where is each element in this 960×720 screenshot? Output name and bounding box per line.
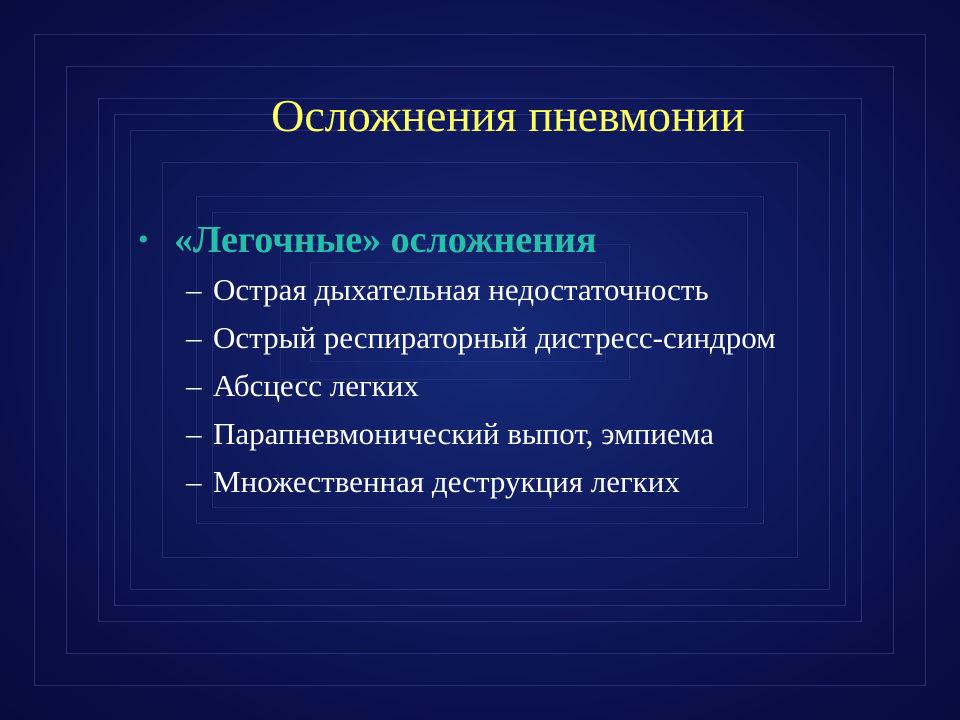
main-bullet: [138, 213, 597, 267]
list-item: [186, 362, 776, 410]
dash-marker: –: [186, 272, 202, 307]
list-item-text: Острый респираторный дистресс-синдром: [213, 320, 776, 355]
dash-marker: –: [186, 416, 202, 451]
list-item: [186, 458, 776, 506]
dash-marker: –: [186, 464, 202, 499]
dash-marker: –: [186, 320, 202, 355]
list-item-text: Острая дыхательная недостаточность: [213, 272, 709, 307]
list-item-text: Парапневмонический выпот, эмпиема: [213, 416, 714, 451]
slide-title: Осложнения пневмонии: [271, 90, 745, 141]
dash-marker: –: [186, 368, 202, 403]
list-item-text: Множественная деструкция легких: [213, 464, 680, 499]
list-item-text: Абсцесс легких: [213, 368, 419, 403]
bullet-marker: •: [138, 223, 149, 256]
list-item: [186, 266, 776, 314]
list-item: [186, 314, 776, 362]
bullet-text: «Легочные» осложнения: [174, 219, 597, 261]
sub-list: [186, 266, 776, 506]
list-item: [186, 410, 776, 458]
